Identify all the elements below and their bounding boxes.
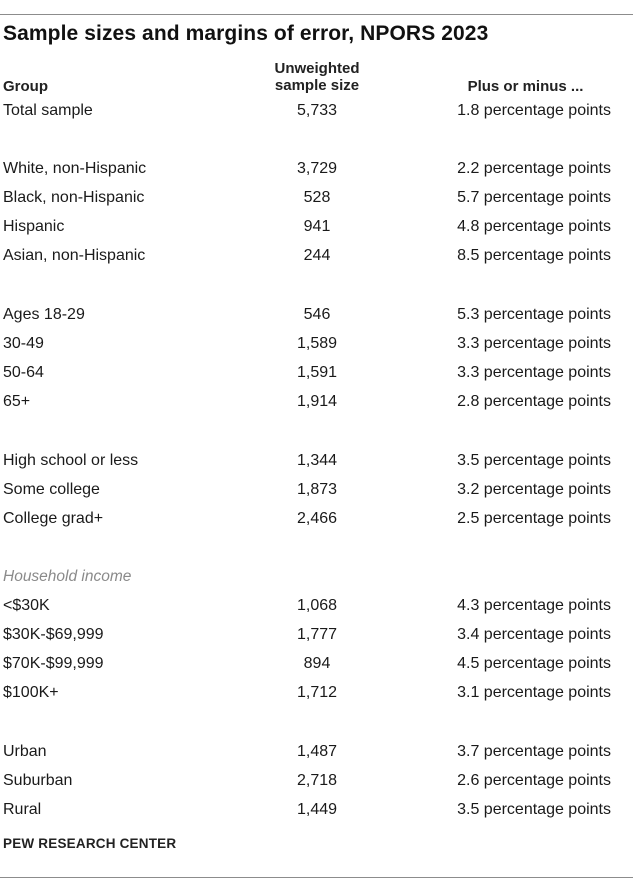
header-sample-size <box>267 60 367 94</box>
row-sample-size: 1,712 <box>296 684 338 701</box>
row-sample-size: 2,718 <box>296 772 338 789</box>
source-credit: PEW RESEARCH CENTER <box>3 836 177 851</box>
row-margin-of-error: 1.8 percentage points <box>457 102 611 119</box>
table-row <box>0 247 633 269</box>
table-row <box>0 452 633 474</box>
row-sample-size: 894 <box>303 655 331 672</box>
header-sample-size-line2: sample size <box>274 77 360 94</box>
row-group: Total sample <box>3 102 93 119</box>
row-margin-of-error: 2.8 percentage points <box>457 393 611 410</box>
row-sample-size: 2,466 <box>296 510 338 527</box>
row-margin-of-error: 5.3 percentage points <box>457 306 611 323</box>
row-margin-of-error: 3.4 percentage points <box>457 626 611 643</box>
row-margin-of-error: 4.5 percentage points <box>457 655 611 672</box>
row-sample-size: 941 <box>303 218 331 235</box>
table-row <box>0 597 633 619</box>
row-sample-size: 1,589 <box>296 335 338 352</box>
row-group: 30-49 <box>3 335 44 352</box>
row-margin-of-error: 4.8 percentage points <box>457 218 611 235</box>
table-row <box>0 189 633 211</box>
table-row <box>0 481 633 503</box>
row-group: Urban <box>3 743 47 760</box>
figure-title: Sample sizes and margins of error, NPORS 2023 <box>3 22 489 45</box>
row-sample-size: 1,449 <box>296 801 338 818</box>
table-row <box>0 655 633 677</box>
row-margin-of-error: 2.6 percentage points <box>457 772 611 789</box>
table-row <box>0 626 633 648</box>
row-sample-size: 546 <box>303 306 331 323</box>
row-margin-of-error: 3.1 percentage points <box>457 684 611 701</box>
row-margin-of-error: 3.5 percentage points <box>457 801 611 818</box>
header-margin-of-error: Plus or minus ... <box>467 78 584 95</box>
row-margin-of-error: 4.3 percentage points <box>457 597 611 614</box>
row-sample-size: 1,487 <box>296 743 338 760</box>
row-group: Suburban <box>3 772 73 789</box>
table-row <box>0 743 633 765</box>
header-group: Group <box>3 78 48 95</box>
row-group: White, non-Hispanic <box>3 160 147 177</box>
row-margin-of-error: 3.3 percentage points <box>457 364 611 381</box>
row-sample-size: 5,733 <box>296 102 338 119</box>
table-row <box>0 218 633 240</box>
row-group: Rural <box>3 801 42 818</box>
row-group: $100K+ <box>3 684 59 701</box>
row-margin-of-error: 5.7 percentage points <box>457 189 611 206</box>
row-sample-size: 528 <box>303 189 331 206</box>
row-group: 50-64 <box>3 364 44 381</box>
row-group: College grad+ <box>3 510 104 527</box>
row-group: $70K-$99,999 <box>3 655 104 672</box>
row-group: Black, non-Hispanic <box>3 189 145 206</box>
row-group: Some college <box>3 481 100 498</box>
table-row <box>0 510 633 532</box>
top-divider <box>0 14 633 15</box>
row-sample-size: 3,729 <box>296 160 338 177</box>
row-margin-of-error: 3.2 percentage points <box>457 481 611 498</box>
row-sample-size: 1,873 <box>296 481 338 498</box>
section-label-household-income: Household income <box>3 568 132 585</box>
row-margin-of-error: 3.5 percentage points <box>457 452 611 469</box>
bottom-divider <box>0 877 633 878</box>
row-group: 65+ <box>3 393 31 410</box>
row-sample-size: 244 <box>303 247 331 264</box>
row-sample-size: 1,591 <box>296 364 338 381</box>
row-margin-of-error: 2.5 percentage points <box>457 510 611 527</box>
row-sample-size: 1,068 <box>296 597 338 614</box>
table-row <box>0 364 633 386</box>
row-sample-size: 1,344 <box>296 452 338 469</box>
table-row <box>0 393 633 415</box>
row-group: Ages 18-29 <box>3 306 85 323</box>
row-group: Hispanic <box>3 218 65 235</box>
table-row <box>0 772 633 794</box>
table-row <box>0 335 633 357</box>
row-margin-of-error: 2.2 percentage points <box>457 160 611 177</box>
row-sample-size: 1,914 <box>296 393 338 410</box>
row-group: <$30K <box>3 597 50 614</box>
header-sample-size-line1: Unweighted <box>274 60 360 77</box>
row-margin-of-error: 8.5 percentage points <box>457 247 611 264</box>
row-group: Asian, non-Hispanic <box>3 247 146 264</box>
table-row <box>0 160 633 182</box>
row-margin-of-error: 3.7 percentage points <box>457 743 611 760</box>
row-group: $30K-$69,999 <box>3 626 104 643</box>
row-sample-size: 1,777 <box>296 626 338 643</box>
row-margin-of-error: 3.3 percentage points <box>457 335 611 352</box>
table-row <box>0 684 633 706</box>
table-row <box>0 102 633 124</box>
row-group: High school or less <box>3 452 139 469</box>
table-row <box>0 801 633 823</box>
table-row <box>0 306 633 328</box>
